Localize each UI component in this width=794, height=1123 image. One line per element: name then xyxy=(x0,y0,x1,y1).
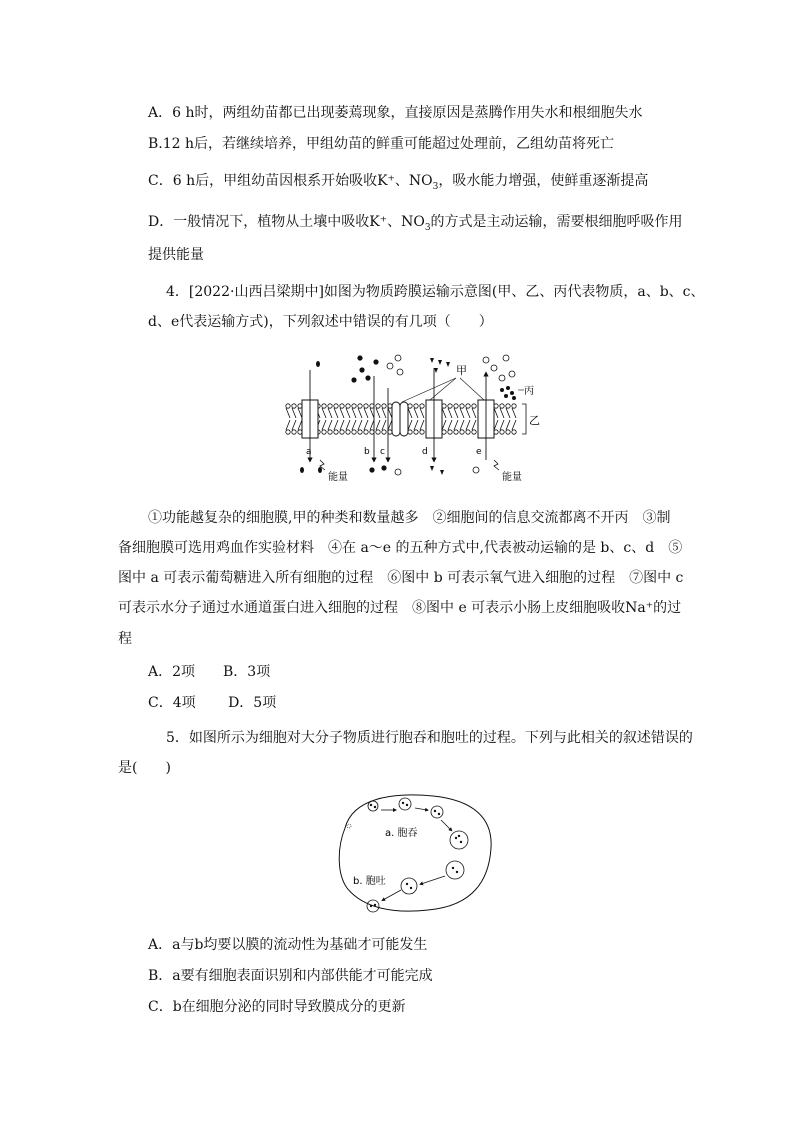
q3-option-d-subscript: 3 xyxy=(424,222,431,233)
label-d: d xyxy=(422,447,428,457)
label-energy-left: 能量 xyxy=(328,472,348,483)
q4-stem-line2: d、e代表运输方式)，下列叙述中错误的有几项（ ） xyxy=(148,314,493,330)
q3-option-d-text-post: 的方式是主动运输，需要根细胞呼吸作用 xyxy=(430,214,683,230)
q3-option-b: B.12 h后，若继续培养，甲组幼苗的鲜重可能超过处理前，乙组幼苗将死亡 xyxy=(148,136,615,152)
q3-option-c-text-post: ，吸水能力增强，使鲜重逐渐提高 xyxy=(438,173,649,189)
label-endocytosis: a. 胞吞 xyxy=(385,828,418,839)
label-yi: 乙 xyxy=(529,414,540,427)
q5-option-b: B．a要有细胞表面识别和内部供能才可能完成 xyxy=(148,968,433,984)
q4-options-line1: A．2项 B．3项 xyxy=(148,664,271,680)
q4-statements-line2: 备细胞膜可选用鸡血作实验材料 ④在 a～e 的五种方式中,代表被动运输的是 b、c、d ⑤ xyxy=(118,540,683,556)
q4-statements-line3: 图中 a 可表示葡萄糖进入所有细胞的过程 ⑥图中 b 可表示氧气进入细胞的过程 ⑦图中 c xyxy=(118,570,684,586)
q3-option-a: A．6 h时，两组幼苗都已出现萎蔫现象，直接原因是蒸腾作用失水和根细胞失水 xyxy=(148,105,643,121)
q5-option-c: C．b在细胞分泌的同时导致膜成分的更新 xyxy=(148,999,406,1015)
q4-statements-line4: 可表示水分子通过水通道蛋白进入细胞的过程 ⑧图中 e 可表示小肠上皮细胞吸收Na⁺的过 xyxy=(118,600,682,616)
q5-option-a: A．a与b均要以膜的流动性为基础才可能发生 xyxy=(148,937,428,953)
endocytosis-exocytosis-figure xyxy=(333,788,498,918)
q3-option-d xyxy=(148,213,683,237)
label-b: b xyxy=(364,447,370,457)
label-c: c xyxy=(380,447,385,457)
label-a: a xyxy=(306,447,312,457)
q4-stem-line1: 4．[2022·山西吕梁期中]如图为物质跨膜运输示意图(甲、乙、丙代表物质，a、b、c、 xyxy=(166,284,705,300)
q5-stem-line1: 5．如图所示为细胞对大分子物质进行胞吞和胞吐的过程。下列与此相关的叙述错误的 xyxy=(166,730,693,746)
q4-statements-line5: 程 xyxy=(118,631,132,647)
q5-stem-line2: 是( ) xyxy=(118,760,171,776)
q3-option-c-text-pre: C．6 h后，甲组幼苗因根系开始吸收K⁺、NO xyxy=(148,173,433,189)
label-exocytosis: b. 胞吐 xyxy=(353,876,386,887)
q4-options-line2: C．4项 D．5项 xyxy=(148,695,277,711)
q3-option-d-text-pre: D．一般情况下，植物从土壤中吸收K⁺、NO xyxy=(148,214,425,230)
q3-option-c-subscript: 3 xyxy=(432,181,439,192)
q4-statements-line1: ①功能越复杂的细胞膜,甲的种类和数量越多 ②细胞间的信息交流都离不开丙 ③制 xyxy=(148,510,671,526)
label-e: e xyxy=(476,447,482,457)
q3-option-d-continued: 提供能量 xyxy=(148,247,204,263)
q3-option-c xyxy=(148,172,648,196)
label-bing: 丙 xyxy=(524,386,534,397)
membrane-transport-figure xyxy=(280,348,540,488)
label-jia: 甲 xyxy=(456,364,467,377)
label-energy-right: 能量 xyxy=(502,472,522,483)
